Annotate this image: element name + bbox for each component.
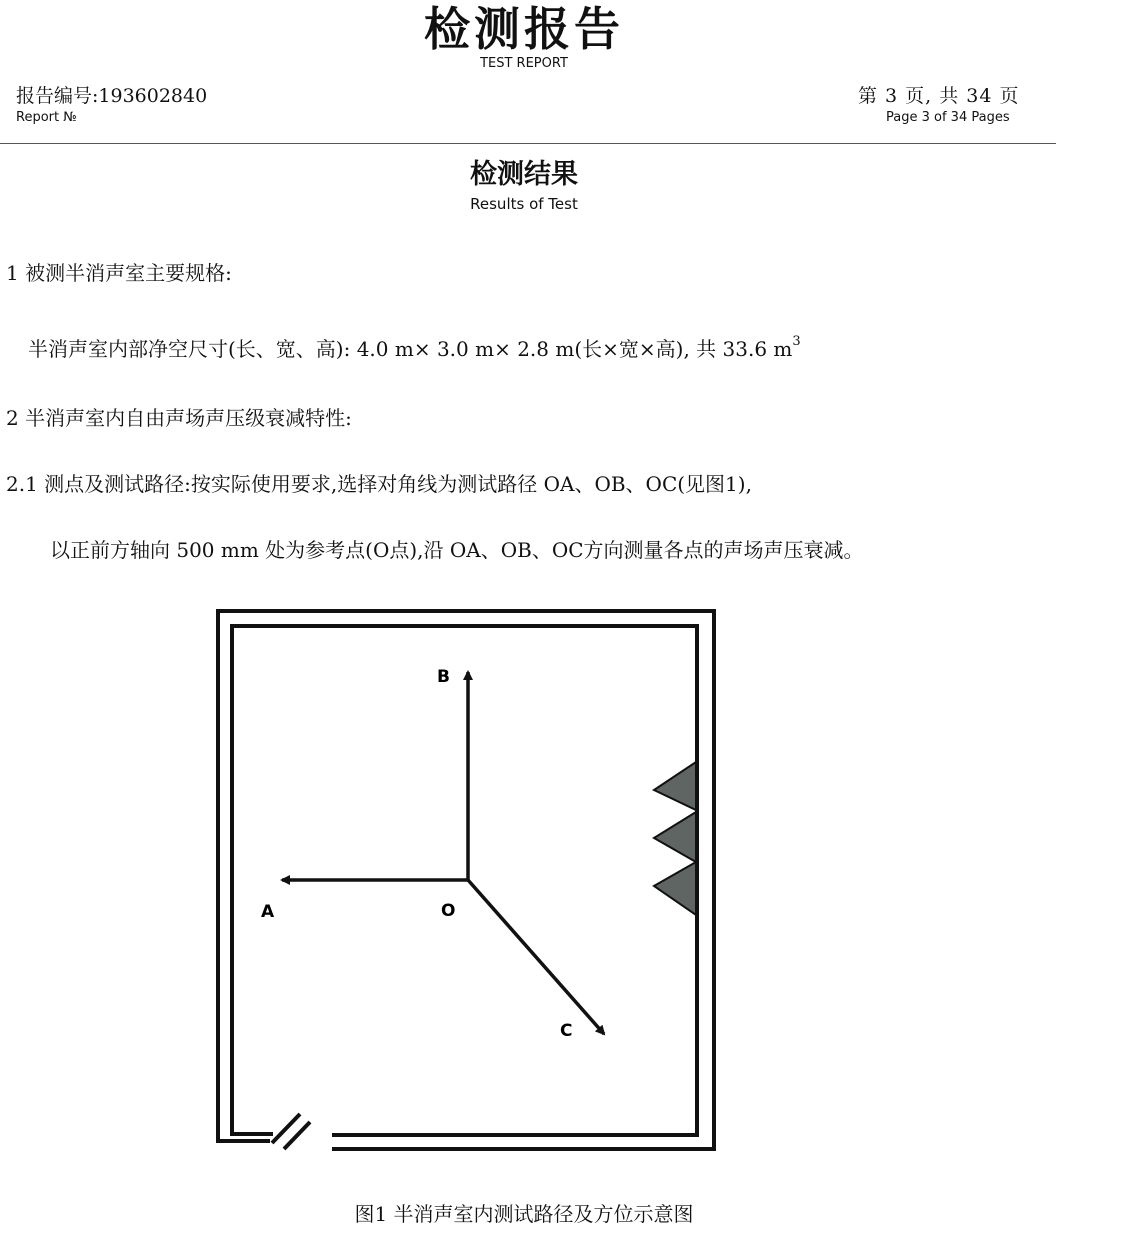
test-path-description: 2.1 测点及测试路径:按实际使用要求,选择对角线为测试路径 OA、OB、OC(见图1), [6,472,752,496]
section-title: 检测结果 [470,159,578,190]
path-oc-arrow [468,880,604,1034]
report-number-label: 报告编号: [16,85,99,107]
page-indicator-cn: 第 3 页, 共 34 页 [858,85,1020,107]
cubic-superscript: 3 [792,334,801,350]
speaker-wedge-1 [654,762,696,810]
page-indicator-en: Page 3 of 34 Pages [886,110,1010,125]
label-b: B [437,667,450,687]
spec-heading: 1 被测半消声室主要规格: [6,261,232,285]
test-path-diagram [210,600,730,1160]
label-c: C [560,1021,573,1041]
figure-caption: 图1 半消声室内测试路径及方位示意图 [354,1202,694,1226]
label-a: A [261,902,275,922]
header-divider [0,143,1056,144]
report-title: 检测报告 [424,2,624,56]
report-subtitle: TEST REPORT [480,56,568,71]
report-number-value: 193602840 [98,85,208,107]
label-o: O [441,901,456,921]
speaker-wedge-2 [654,812,696,862]
attenuation-heading: 2 半消声室内自由声场声压级衰减特性: [6,406,352,430]
report-number [16,84,207,108]
reference-point-description: 以正前方轴向 500 mm 处为参考点(O点),沿 OA、OB、OC方向测量各点的声场声压衰减。 [50,538,864,562]
room-dimensions [28,335,801,363]
report-number-en-label: Report № [16,110,77,125]
section-subtitle: Results of Test [470,195,578,213]
speaker-wedge-3 [654,862,696,915]
room-dimensions-text: 半消声室内部净空尺寸(长、宽、高): 4.0 m× 3.0 m× 2.8 m(长×宽×高), 共 33.6 m [28,337,793,361]
